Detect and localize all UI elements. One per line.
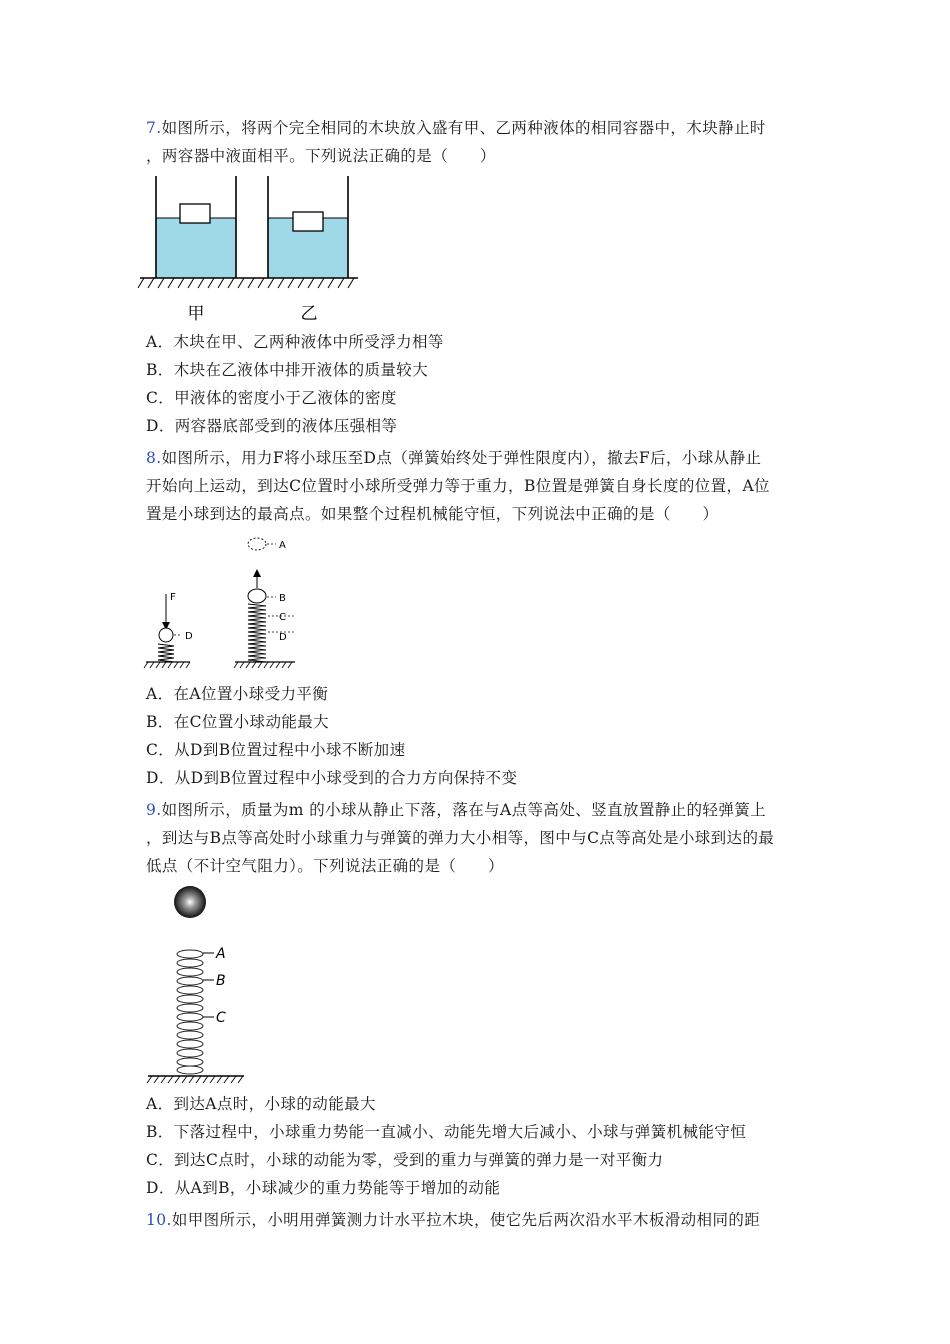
q8-label-f: F [170,592,176,603]
q10-stem-line1: 10.如甲图所示，小明用弹簧测力计水平拉木块，使它先后两次沿水平木板滑动相同的距 [146,1211,761,1229]
q8-option-c: C．从D到B位置过程中小球不断加速 [146,741,406,759]
q8-label-a: A [279,540,286,551]
q9-figure-ball-spring [142,884,272,1084]
q8-label-b: B [279,593,286,604]
q7-option-b: B．木块在乙液体中排开液体的质量较大 [146,361,429,379]
q7-option-d: D．两容器底部受到的液体压强相等 [146,417,398,435]
q9-option-c: C．到达C点时，小球的动能为零，受到的重力与弹簧的弹力是一对平衡力 [146,1151,664,1169]
q7-figure-containers [140,174,380,324]
q8-option-d: D．从D到B位置过程中小球受到的合力方向保持不变 [146,769,518,787]
q9-stem-line1: 9.如图所示，质量为m 的小球从静止下落，落在与A点等高处、竖直放置静止的轻弹簧上 [146,801,767,819]
q8-stem-line1: 8.如图所示，用力F将小球压至D点（弹簧始终处于弹性限度内），撤去F后，小球从静止 [146,449,762,467]
q8-label-d-right: D [279,632,287,643]
q9-option-d: D．从A到B，小球减少的重力势能等于增加的动能 [146,1179,501,1197]
ball-icon [174,886,206,918]
q7-label-yi: 乙 [300,304,318,324]
q9-option-a: A．到达A点时，小球的动能最大 [146,1095,376,1113]
q7-option-a: A．木块在甲、乙两种液体中所受浮力相等 [146,333,444,351]
q8-label-d-left: D [185,631,193,642]
q9-label-a: A [216,946,226,962]
q8-stem-line3: 置是小球到达的最高点。如果整个过程机械能守恒，下列说法中正确的是（ ） [146,505,719,523]
q8-option-a: A．在A位置小球受力平衡 [146,685,329,703]
q8-label-c: C [279,612,286,623]
q8-stem-line2: 开始向上运动，到达C位置时小球所受弹力等于重力，B位置是弹簧自身长度的位置，A位 [146,477,770,495]
q7-stem-line2: ，两容器中液面相平。下列说法正确的是（ ） [146,147,496,165]
q9-number: 9. [146,801,162,819]
q9-stem-line3: 低点（不计空气阻力）。下列说法正确的是（ ） [146,857,504,875]
q9-option-b: B．下落过程中，小球重力势能一直减小、动能先增大后减小、小球与弹簧机械能守恒 [146,1123,747,1141]
q7-stem-line1: 7.如图所示，将两个完全相同的木块放入盛有甲、乙两种液体的相同容器中，木块静止时 [146,119,766,137]
q9-stem-line2: ，到达与B点等高处时小球重力与弹簧的弹力大小相等，图中与C点等高处是小球到达的最 [146,829,775,847]
q8-option-b: B．在C位置小球动能最大 [146,713,330,731]
q7-number: 7. [146,119,162,137]
q7-option-c: C．甲液体的密度小于乙液体的密度 [146,389,397,407]
q10-number: 10. [146,1211,172,1229]
q9-label-b: B [216,973,226,989]
q8-number: 8. [146,449,162,467]
q8-figure-springs [140,534,340,674]
q7-label-jia: 甲 [187,304,205,324]
q9-label-c: C [216,1010,226,1026]
